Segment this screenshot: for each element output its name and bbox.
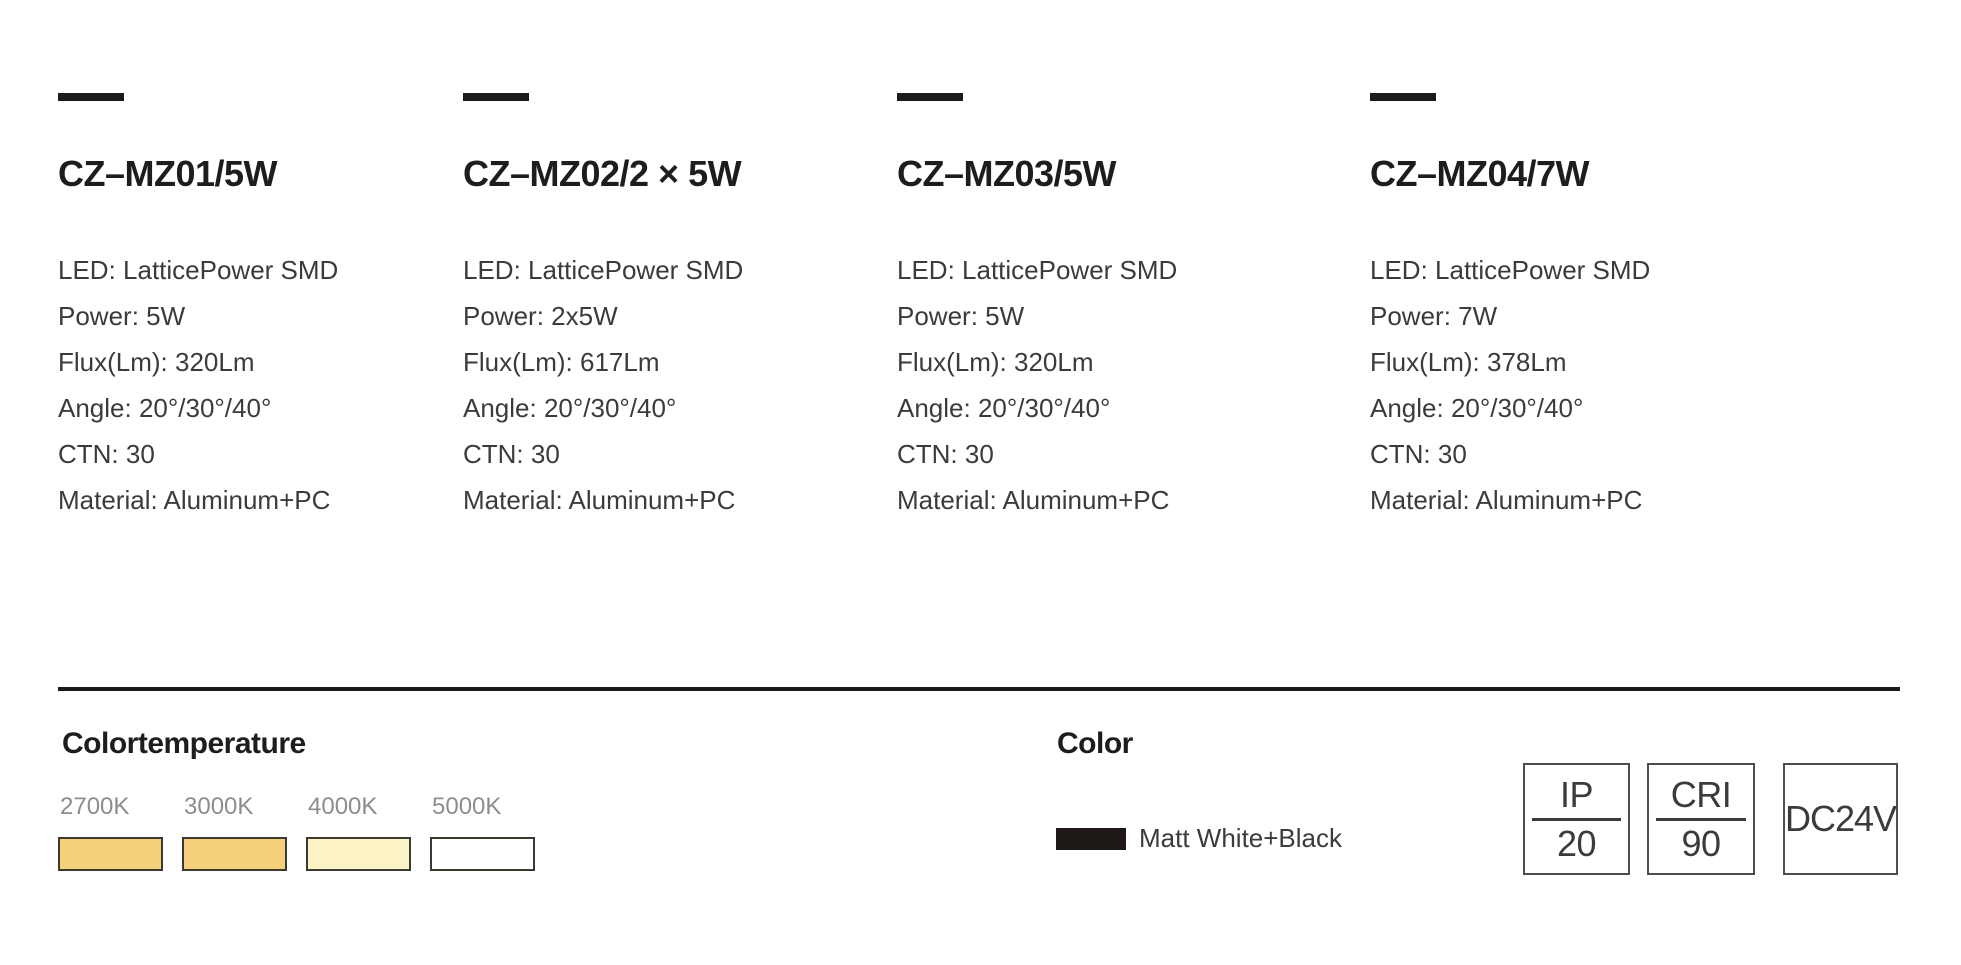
colortemp-label: 2700K xyxy=(60,793,130,820)
spec-line-material: Material: Aluminum+PC xyxy=(1370,485,1643,515)
product-model: CZ–MZ02/2 × 5W xyxy=(463,153,742,194)
spec-line-angle: Angle: 20°/30°/40° xyxy=(897,393,1111,423)
product-specs xyxy=(58,247,338,523)
accent-dash xyxy=(58,93,124,101)
product-model: CZ–MZ01/5W xyxy=(58,153,278,194)
spec-line-ctn: CTN: 30 xyxy=(58,439,155,469)
spec-line-material: Material: Aluminum+PC xyxy=(463,485,736,515)
spec-line-power: Power: 7W xyxy=(1370,301,1498,331)
ip-badge-value: 20 xyxy=(1556,822,1597,864)
ip-rating-badge xyxy=(1523,763,1630,875)
spec-line-flux: Flux(Lm): 617Lm xyxy=(463,347,660,377)
colortemp-option-4000k xyxy=(306,793,411,871)
rating-badges xyxy=(1523,763,1898,875)
accent-dash xyxy=(463,93,529,101)
spec-line-ctn: CTN: 30 xyxy=(463,439,560,469)
spec-line-flux: Flux(Lm): 320Lm xyxy=(58,347,255,377)
color-swatch-matt-white-black xyxy=(1056,828,1126,850)
product-specs xyxy=(897,247,1177,523)
colortemperature-heading: Colortemperature xyxy=(62,727,306,760)
cri-rating-badge xyxy=(1647,763,1755,875)
cri-badge-value: 90 xyxy=(1681,822,1721,864)
spec-line-angle: Angle: 20°/30°/40° xyxy=(58,393,272,423)
accent-dash xyxy=(1370,93,1436,101)
colortemp-label: 3000K xyxy=(184,793,254,820)
colortemp-swatch-2700k xyxy=(58,837,163,871)
colortemperature-options xyxy=(58,793,554,871)
accent-dash xyxy=(897,93,963,101)
colortemp-swatch-4000k xyxy=(306,837,411,871)
spec-line-power: Power: 5W xyxy=(58,301,186,331)
product-specs xyxy=(463,247,743,523)
color-heading: Color xyxy=(1057,727,1133,760)
spec-line-material: Material: Aluminum+PC xyxy=(897,485,1170,515)
spec-line-power: Power: 2x5W xyxy=(463,301,618,331)
colortemp-option-5000k xyxy=(430,793,535,871)
spec-line-ctn: CTN: 30 xyxy=(1370,439,1467,469)
spec-line-flux: Flux(Lm): 378Lm xyxy=(1370,347,1567,377)
colortemp-option-2700k xyxy=(58,793,163,871)
spec-line-led: LED: LatticePower SMD xyxy=(897,255,1178,285)
spec-line-angle: Angle: 20°/30°/40° xyxy=(1370,393,1584,423)
spec-line-led: LED: LatticePower SMD xyxy=(463,255,744,285)
spec-line-material: Material: Aluminum+PC xyxy=(58,485,331,515)
colortemp-swatch-5000k xyxy=(430,837,535,871)
spec-line-led: LED: LatticePower SMD xyxy=(1370,255,1651,285)
product-model: CZ–MZ03/5W xyxy=(897,153,1117,194)
spec-line-ctn: CTN: 30 xyxy=(897,439,994,469)
cri-badge-label: CRI xyxy=(1670,773,1732,815)
product-model: CZ–MZ04/7W xyxy=(1370,153,1590,194)
colortemp-label: 4000K xyxy=(308,793,378,820)
ip-badge-label: IP xyxy=(1559,773,1593,815)
section-divider xyxy=(58,687,1900,691)
color-label: Matt White+Black xyxy=(1139,823,1343,853)
colortemp-option-3000k xyxy=(182,793,287,871)
spec-line-angle: Angle: 20°/30°/40° xyxy=(463,393,677,423)
color-option xyxy=(1056,823,1342,854)
voltage-badge-label: DC24V xyxy=(1784,798,1897,839)
spec-line-power: Power: 5W xyxy=(897,301,1025,331)
voltage-badge xyxy=(1783,763,1898,875)
spec-line-flux: Flux(Lm): 320Lm xyxy=(897,347,1094,377)
colortemp-swatch-3000k xyxy=(182,837,287,871)
colortemp-label: 5000K xyxy=(432,793,502,820)
spec-line-led: LED: LatticePower SMD xyxy=(58,255,339,285)
product-specs xyxy=(1370,247,1650,523)
